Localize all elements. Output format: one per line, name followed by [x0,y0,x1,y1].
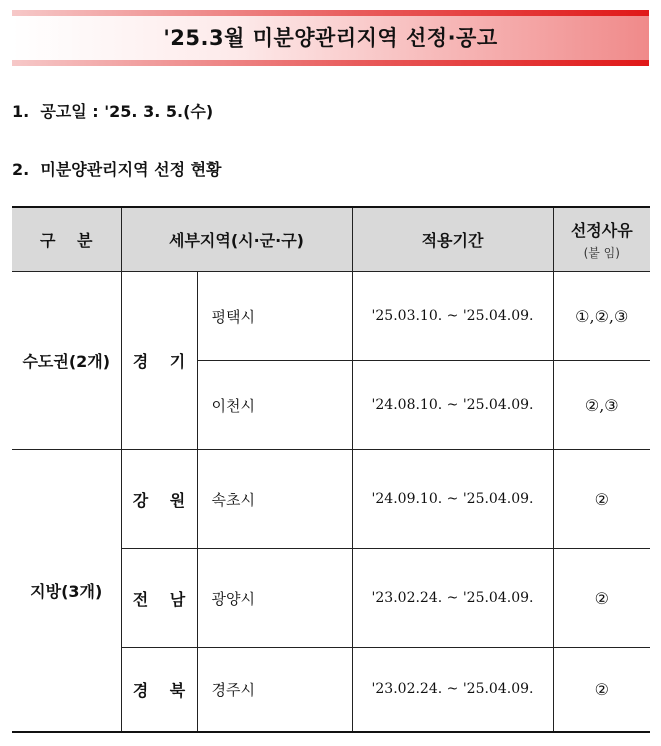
city-cell: 광양시 [197,549,352,648]
table-row [12,272,650,361]
reason-cell: ② [553,450,650,549]
province-cell: 경 북 [121,648,197,732]
table-row [12,450,650,549]
period-cell: '23.02.24. ~ '25.04.09. [352,648,553,732]
period-cell: '23.02.24. ~ '25.04.09. [352,549,553,648]
province-cell: 전 남 [121,549,197,648]
city-cell: 이천시 [197,361,352,450]
period-cell: '24.08.10. ~ '25.04.09. [352,361,553,450]
designation-table [12,206,650,733]
title-banner [12,10,649,66]
period-cell: '24.09.10. ~ '25.04.09. [352,450,553,549]
header-reason [553,207,650,272]
city-cell: 속초시 [197,450,352,549]
city-cell: 경주시 [197,648,352,732]
header-reason-note: (붙 임) [583,246,620,260]
reason-cell: ② [553,648,650,732]
header-period: 적용기간 [352,207,553,272]
page-title: '25.3월 미분양관리지역 선정·공고 [163,26,498,50]
banner-bottom-line [12,60,649,66]
section-heading: 2. 미분양관리지역 선정 현황 [12,160,222,179]
group-capital-area: 수도권(2개) [12,272,121,450]
period-cell: '25.03.10. ~ '25.04.09. [352,272,553,361]
city-cell: 평택시 [197,272,352,361]
header-region-detail: 세부지역(시·군·구) [121,207,352,272]
group-provinces: 지방(3개) [12,450,121,732]
province-cell: 강 원 [121,450,197,549]
reason-cell: ①,②,③ [553,272,650,361]
reason-cell: ②,③ [553,361,650,450]
province-cell: 경 기 [121,272,197,450]
table-header-row [12,207,650,272]
announcement-date: 1. 공고일 : '25. 3. 5.(수) [12,102,214,121]
header-reason-label: 선정사유 [570,221,633,240]
header-category: 구 분 [12,207,121,272]
reason-cell: ② [553,549,650,648]
